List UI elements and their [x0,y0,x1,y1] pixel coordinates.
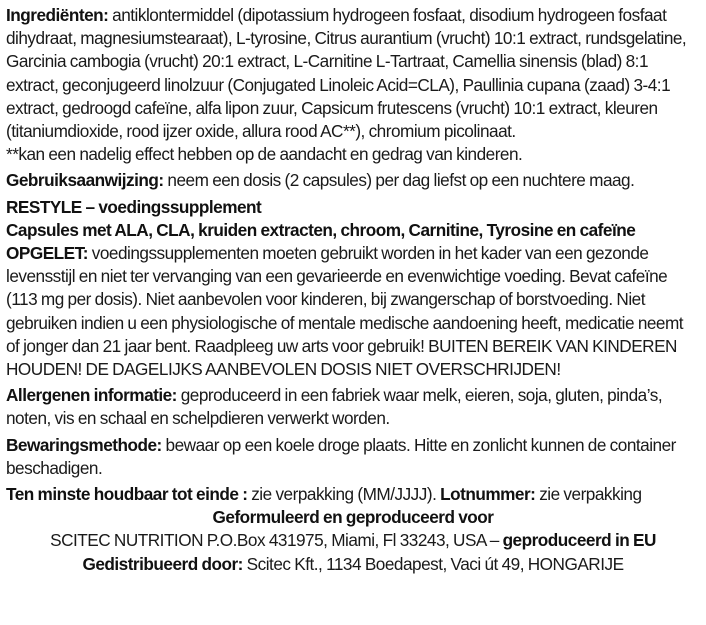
ingredients-text: antiklontermiddel (dipotassium hydrogeen fosfaat, disodium hydrogeen fosfaat dihydraat, magnesiumstearaat), L-tyrosine, Citrus aurantium (vrucht) 10:1 extract, rundsgelatine, Garcinia cambogia (vrucht) 20:1 extract, L-Carnitine L-Tartraat, Camellia sinensis (blad) 8:1 extract, geconjugeerd linolzuur (Conjugated Linoleic Acid=CLA), Paullinia cupana (zaad) 3-4:1 extract, gedroogd cafeïne, alfa lipon zuur, Capsicum frutescens (vrucht) 10:1 extract, kleuren (titaniumdioxide, rood ijzer oxide, allura rood AC**), chromium picolinaat. [6,5,687,142]
distributor-line [6,553,700,576]
storage-text: bewaar op een koele droge plaats. Hitte en zonlicht kunnen de container beschadigen. [6,434,676,478]
lot-text: zie verpakking [539,484,642,505]
ingredients-footnote: **kan een nadelig effect hebben op de aandacht en gedrag van kinderen. [6,144,523,165]
best-before-text: zie verpakking (MM/JJJJ). [251,484,437,505]
usage-section [6,169,700,192]
best-before-label: Ten minste houdbaar tot einde : [6,484,248,505]
storage-section [6,434,700,480]
usage-label: Gebruiksaanwijzing: [6,170,164,191]
warning-section [6,242,700,381]
manufacturer-address-line [6,529,700,552]
warning-text: voedingssupplementen moeten gebruikt worden in het kader van een gezonde levensstijl en niet ter vervanging van een gevarieerde en evenwichtige voeding. Bevat cafeïne (113 mg per dosis). Niet aanbevolen voor kinderen, bij zwangerschap of borstvoeding. Niet gebruiken indien u een physiologische of mentale medische aandoening heeft, medicatie neemt of jonger dan 21 jaar bent. Raadpleeg uw arts voor gebruik! BUITEN BEREIK VAN KINDEREN HOUDEN! DE DAGELIJKS AANBEVOLEN DOSIS NIET OVERSCHRIJDEN! [6,243,684,380]
usage-text: neem een dosis (2 capsules) per dag liefst op een nuchtere maag. [167,170,635,191]
manufacturer-origin: geproduceerd in EU [502,530,656,551]
manufacturer-heading: Geformuleerd en geproduceerd voor [212,507,494,528]
lot-label: Lotnummer: [440,484,536,505]
distributor-text: Scitec Kft., 1134 Boedapest, Vaci út 49, HONGARIJE [246,553,624,574]
manufacturer-address: SCITEC NUTRITION P.O.Box 431975, Miami, Fl 33243, USA – [50,530,499,551]
storage-label: Bewaringsmethode: [6,434,162,455]
distributor-label: Gedistribueerd door: [82,553,243,574]
warning-label: OPGELET: [6,243,88,264]
allergens-section [6,384,700,430]
ingredients-label: Ingrediënten: [6,5,109,25]
ingredients-section [6,4,700,143]
allergens-text: geproduceerd in een fabriek waar melk, eieren, soja, gluten, pinda’s, noten, vis en schaal en schelpdieren verwerkt worden. [6,385,663,429]
best-before-section [6,483,700,506]
product-name: RESTYLE – voedingssupplement [6,196,262,217]
product-description: Capsules met ALA, CLA, kruiden extracten, chroom, Carnitine, Tyrosine en cafeïne [6,219,636,240]
allergens-label: Allergenen informatie: [6,385,177,406]
